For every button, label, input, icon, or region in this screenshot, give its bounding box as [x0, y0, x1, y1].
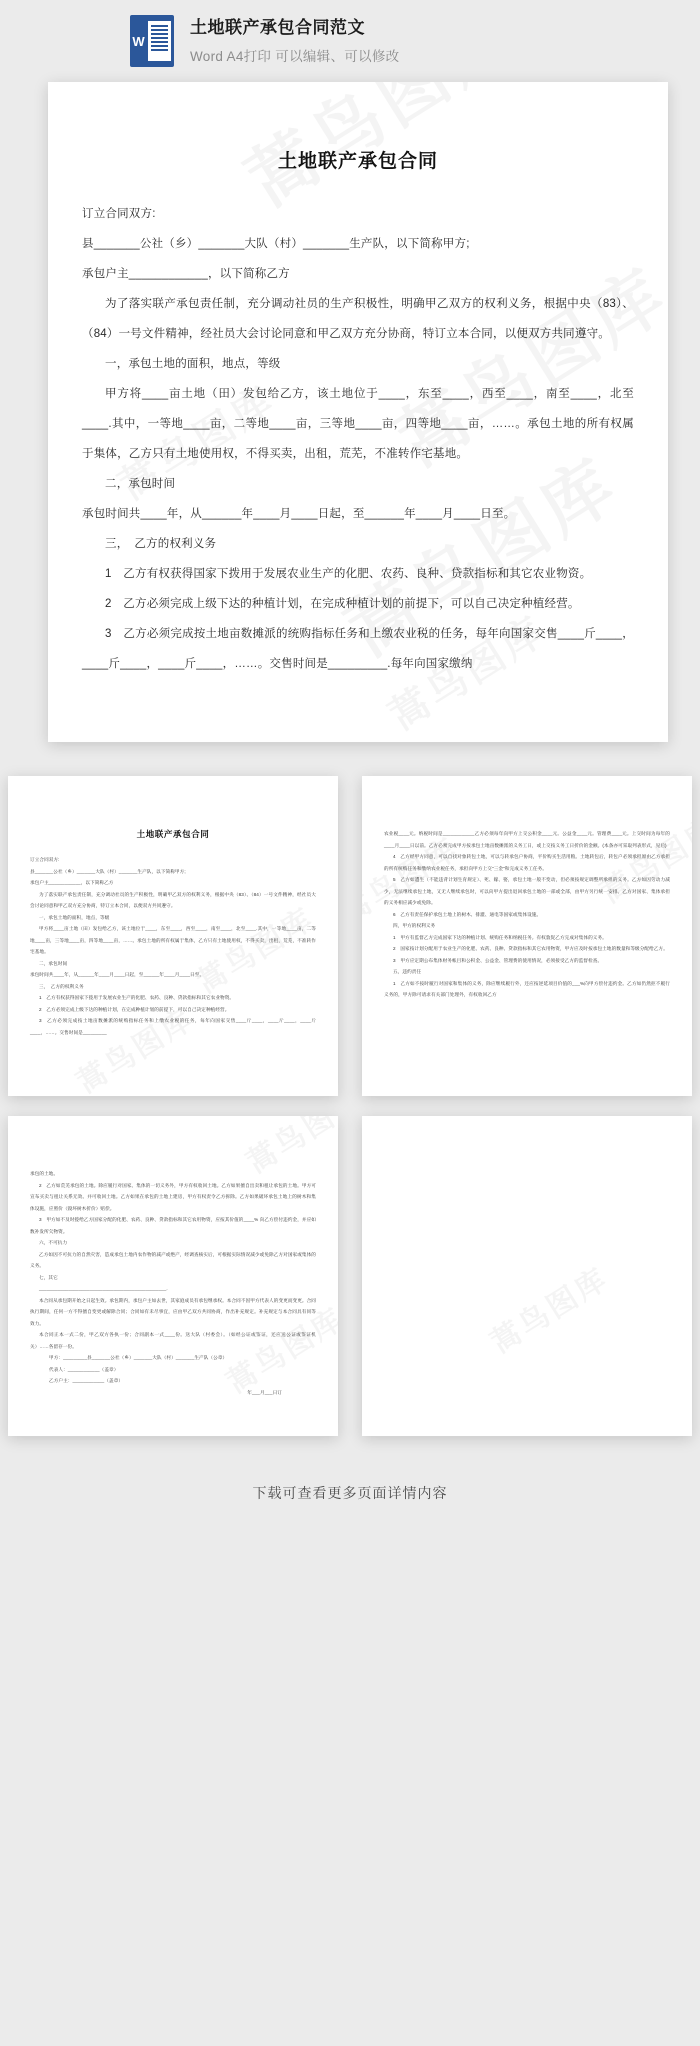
doc-heading-1: 一，承包土地的面积，地点，等级: [105, 358, 281, 370]
signature-representative: 代表人：____________（盖章）: [49, 1366, 119, 1372]
doc-paragraph: 甲方将____亩土地（田）发包给乙方，该土地位于____，东至____，西至____，南至____，北至____.其中，一等地____亩，二等地____亩，三等地____亩，四等地____亩，……。承包土地的所有权属于集体，乙方只有土地使用权，不得买卖，出租，荒芜，不准转作宅基地。: [82, 388, 634, 460]
thumbnail-line: 订立合同双方:: [30, 857, 60, 862]
thumbnail-line: 承包户主____________，以下简称乙方: [30, 880, 114, 885]
thumbnail-line: 一，承包土地的面积，地点，等级: [39, 914, 110, 920]
download-hint-bar: [0, 1456, 700, 1530]
thumbnail-row: [0, 1116, 700, 1436]
thumbnail-line: 1 乙方如不按时履行对国家和集体的义务，除应继续履行外，还应按逆延项目价值的___%向甲方偿付违约金。乙方如仍然拒不履行义务的，甲方除可请求有关部门处理外，有权收回乙方: [384, 980, 670, 997]
doc-paragraph: 3 乙方必须完成按土地亩数摊派的统购指标任务和上缴农业税的任务，每年向国家交售____斤____，____斤____，____斤____，……。交售时间是_________.每年向国家缴纳: [82, 628, 634, 670]
thumbnail-line: 2 乙方如荒芜承包的土地。除应履行对国家、集体的一切义务外，甲方有权收回土地。乙方如果擅自出卖和租让承包的土地。甲方可宣布买卖与租让关系无效。并可收回土地。乙方如果在承包的土地上建房，甲方有权责令乙方拆除。乙方如果破坏承包土地上的树木和集体设施，应照价（毁坏树木折价）赔偿。: [30, 1182, 316, 1211]
signature-date: 年___月___日订: [247, 1389, 282, 1395]
download-hint-text: 下载可查看更多页面详情内容: [252, 1485, 448, 1501]
doc-heading-2: 二，承包时间: [105, 478, 176, 490]
thumbnail-line: 本合同正本一式二份，甲乙双方各执一份；合同副本一式____份。送大队（村委会）。（如经公证或鉴证，还应送公证或鉴证机关）……各留存一份。: [30, 1332, 316, 1349]
thumbnail-line: 1 甲方有监督乙方完成国家下达的种植计划、统购任务和纳税任务。有权敦促乙方完成对集体的义务。: [393, 934, 607, 940]
signature-party-a: 甲方：_________县_______公社（乡）_______大队（村）_______生产队（公章）: [49, 1355, 228, 1360]
thumbnail-line: 六，不可抗力: [39, 1240, 68, 1245]
word-icon-lines: [148, 21, 171, 61]
thumbnail-line: 乙方如因不可抗力的自然灾害，造成承包土地内农作物的减产或绝产，经调查核实后，可根据实际情况减少或免除乙方对国家或集体的义务。: [30, 1251, 316, 1268]
thumbnail-line: 4 乙方经甲方同意，可以自找对象转包土地，可以与转承包户协商，平价购买生活用粮。土地转包后，转包户必须承担原由乙方承担的所有统购任务和缴纳农业税任务，承担向甲方上交"三金"和完成义务工任务。: [384, 854, 670, 871]
thumbnail-page-1[interactable]: [8, 776, 338, 1096]
thumbnail-line: 6 乙方有责任保护承包土地上的树木、排灌、通电等国家或集体设施。: [393, 911, 542, 917]
page-title: 土地联产承包合同范文: [190, 18, 365, 38]
header-text-block: [190, 17, 399, 64]
doc-paragraph: 承包时间共____年，从______年____月____日起，至______年____月____日至。: [82, 508, 516, 520]
thumbnail-page-3[interactable]: [8, 1116, 338, 1436]
doc-paragraph: 为了落实联产承包责任制，充分调动社员的生产积极性，明确甲乙双方的权利义务，根据中央（83）、（84）一号文件精神，经社员大会讨论同意和甲乙双方充分协商，特订立本合同，以便双方共同遵守。: [82, 298, 634, 340]
thumbnail-line: 1 乙方有权获得国家下拨用于发展农业生产的化肥、农药、良种、贷款指标和其它农业物资。: [39, 995, 235, 1000]
thumbnail-line: 三， 乙方的权利义务: [39, 983, 84, 989]
word-icon-letter: W: [132, 33, 145, 49]
thumbnail-row: [0, 776, 700, 1096]
thumbnail-line: 3 乙方必须完成按土地亩数摊派的统购指标任务和上缴农业税的任务，每年向国家交售____斤____，____斤____，____斤____，……。交售时间是_________: [30, 1018, 316, 1035]
thumbnail-line: 承包时间共____年，从______年____月____日起，至______年____月____日至。: [30, 972, 205, 977]
thumbnail-line: 2 国家按计划分配用于农业生产的化肥、农药、良种、贷款指标和其它农用物资，甲方应及时按承包土地的数量和等级分配给乙方。: [393, 946, 668, 951]
document-title: 土地联产承包合同: [277, 151, 438, 172]
watermark: [480, 1254, 615, 1361]
thumbnail-page-2[interactable]: [362, 776, 692, 1096]
document-preview-page[interactable]: [48, 82, 668, 742]
signature-party-b: 乙方户主：____________（盖章）: [49, 1378, 124, 1383]
hero-preview-area: [0, 82, 700, 764]
thumbnail-line: 七，其它: [39, 1274, 58, 1280]
thumbnail-line: ________________________________________________.: [39, 1286, 168, 1291]
thumbnail-line: 3 甲方如不及时拨给乙方国家分配的化肥、农药、良种、贷款指标和其它农用物资，应按其价值的____% 向乙方偿付违约金，并应如数补发所欠物资。: [30, 1217, 316, 1234]
thumbnail-line: 5 乙方如遭生（不能违背计划生育规定）、死、嫁、娶，承包土地一般不变动，但必须按规定调整所承担的义务。乙方如因劳动力减少，无法继续承包土地，又无人继续承包时，可以向甲方提出退回承包土地的一部或全部，由甲方另行统一安排。乙方对国家、集体承担的义务相应减少或免除。: [384, 877, 670, 905]
doc-paragraph: 县_______公社（乡）_______大队（村）_______生产队，以下简称甲方;: [82, 238, 470, 250]
page-subtitle: Word A4打印 可以编辑、可以修改: [190, 48, 400, 64]
thumbnail-line: 2 乙方必须完成上级下达的种植计划，在完成种植计划的前提下，可以自己决定种植经营。: [39, 1006, 230, 1012]
page-header: [0, 0, 700, 82]
thumbnail-line: 县_______公社（乡）_______大队（村）_______生产队，以下简称甲方;: [30, 868, 186, 874]
thumbnail-grid: [0, 764, 700, 1436]
thumbnail-line: 3 甲方应定期公布集体财务帐目和公积金、公益金、管理费的使用情况，必须接受乙方的监督检查。: [393, 957, 603, 963]
thumbnail-page-4[interactable]: [362, 1116, 692, 1436]
thumbnail-line: 五，违约责任: [393, 969, 422, 974]
thumbnail-line: 农业税____元。纳税时间是____________乙方必须每年向甲方上交公积金____元。公益金____元。管理费____元。上交时间为每年的____月____日以前。乙方必须完成甲方按承包土地亩数摊派的义务工日，或上交按义务工日折价的金额。(本条亦可采取列表形式，见后): [384, 831, 670, 848]
doc-paragraph: 承包户主____________，以下简称乙方: [82, 268, 290, 280]
thumbnail-line: 本合同从承包期开始之日起生效。承包期内，承包户主如去世，其家庭成员有承包继承权。本合同不因甲方代表人的变更而变更。合同执行期间，任何一方不得擅自变更或解除合同；合同如有未尽事宜，应由甲乙双方共同协商，作出补充规定。补充规定与本合同具有同等效力。: [30, 1297, 316, 1326]
doc-paragraph: 2 乙方必须完成上级下达的种植计划，在完成种植计划的前提下，可以自己决定种植经营。: [105, 598, 580, 610]
thumbnail-line: 承包的土地。: [30, 1171, 59, 1176]
thumbnail-line: 甲方将____亩土地（田）发包给乙方，该土地位于____，东至____，西至____，南至____，北至____.其中，一等地____亩，二等地____亩，三等地____亩，四等地____亩，……。承包土地的所有权属于集体，乙方只有土地使用权，不得买卖，出租，荒芜，不准转作宅基地。: [30, 926, 316, 954]
thumbnail-line: 四，甲方的权利义务: [393, 923, 436, 928]
thumbnail-title: 土地联产承包合同: [136, 829, 210, 839]
word-document-icon: [130, 15, 174, 67]
thumbnail-line: 二，承包时间: [39, 960, 68, 966]
doc-paragraph: 1 乙方有权获得国家下拨用于发展农业生产的化肥、农药、良种、贷款指标和其它农业物资。: [105, 568, 592, 580]
doc-heading-3: 三， 乙方的权利义务: [105, 538, 217, 550]
doc-paragraph: 订立合同双方:: [82, 208, 156, 220]
thumbnail-line: 为了落实联产承包责任制，充分调动社员的生产积极性，明确甲乙双方的权利义务，根据中央（83）、（84）一号文件精神，经社员大会讨论同意和甲乙双方充分协商，特订立本合同，以便双方共同遵守。: [30, 891, 316, 908]
